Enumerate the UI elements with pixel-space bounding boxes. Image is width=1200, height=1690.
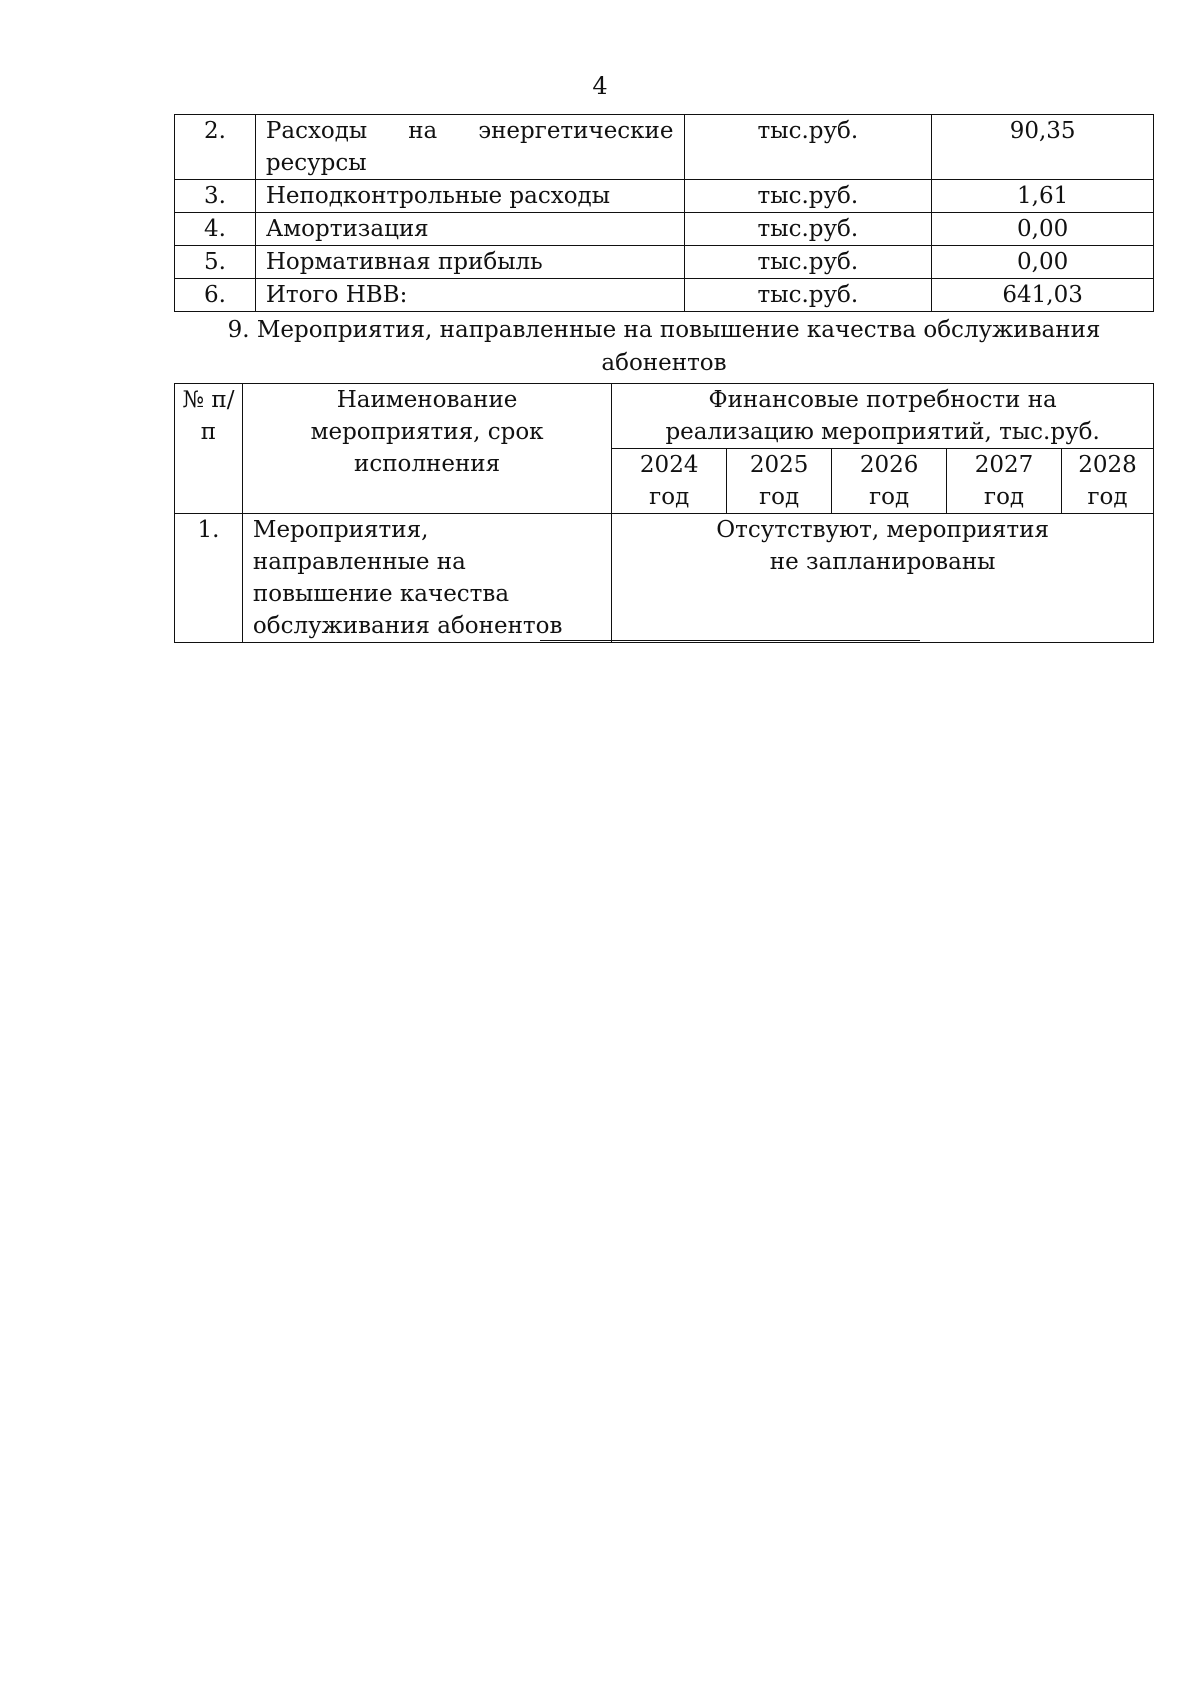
end-rule [540, 640, 920, 641]
row-value: 641,03 [932, 279, 1154, 312]
measures-table [174, 383, 1154, 643]
row-number: 2. [175, 115, 256, 180]
table-row [175, 115, 1154, 180]
row-name: Неподконтрольные расходы [255, 180, 684, 213]
row-name: Нормативная прибыль [255, 246, 684, 279]
row-name-line: Расходы на энергетические [265, 118, 674, 144]
section-title [174, 314, 1154, 380]
row-value: 0,00 [932, 213, 1154, 246]
row-note-line: не запланированы [769, 549, 996, 575]
costs-table [174, 114, 1154, 312]
row-name [255, 115, 684, 180]
row-number: 3. [175, 180, 256, 213]
header-finance: Финансовые потребности на реализацию мероприятий, тыс.руб. [612, 384, 1154, 449]
table-row [175, 246, 1154, 279]
row-number: 6. [175, 279, 256, 312]
row-unit: тыс.руб. [684, 246, 932, 279]
row-unit: тыс.руб. [684, 213, 932, 246]
page-number: 4 [592, 72, 608, 100]
row-value: 0,00 [932, 246, 1154, 279]
table-row [175, 514, 1154, 643]
section-title-line: абонентов [601, 350, 727, 376]
header-year: 2026 год [832, 449, 947, 514]
row-value: 90,35 [932, 115, 1154, 180]
header-year: 2028 год [1062, 449, 1154, 514]
header-row [175, 384, 1154, 449]
row-number: 4. [175, 213, 256, 246]
row-name-line: ресурсы [265, 150, 367, 176]
header-year: 2025 год [727, 449, 832, 514]
row-note-line: Отсутствуют, мероприятия [716, 517, 1049, 543]
header-num: № п/п [175, 384, 243, 514]
table-row [175, 279, 1154, 312]
row-name: Амортизация [255, 213, 684, 246]
table-row [175, 213, 1154, 246]
section-title-line: 9. Мероприятия, направленные на повышение качества обслуживания [227, 317, 1101, 343]
row-unit: тыс.руб. [684, 279, 932, 312]
row-name: Итого НВВ: [255, 279, 684, 312]
header-year: 2024 год [612, 449, 727, 514]
row-note [612, 514, 1154, 643]
row-unit: тыс.руб. [684, 115, 932, 180]
row-number: 5. [175, 246, 256, 279]
header-name: Наименование мероприятия, срок исполнения [242, 384, 611, 514]
header-year: 2027 год [947, 449, 1062, 514]
row-value: 1,61 [932, 180, 1154, 213]
table-row [175, 180, 1154, 213]
row-name: Мероприятия, направленные на повышение качества обслуживания абонентов [242, 514, 611, 643]
row-unit: тыс.руб. [684, 180, 932, 213]
row-number: 1. [175, 514, 243, 643]
